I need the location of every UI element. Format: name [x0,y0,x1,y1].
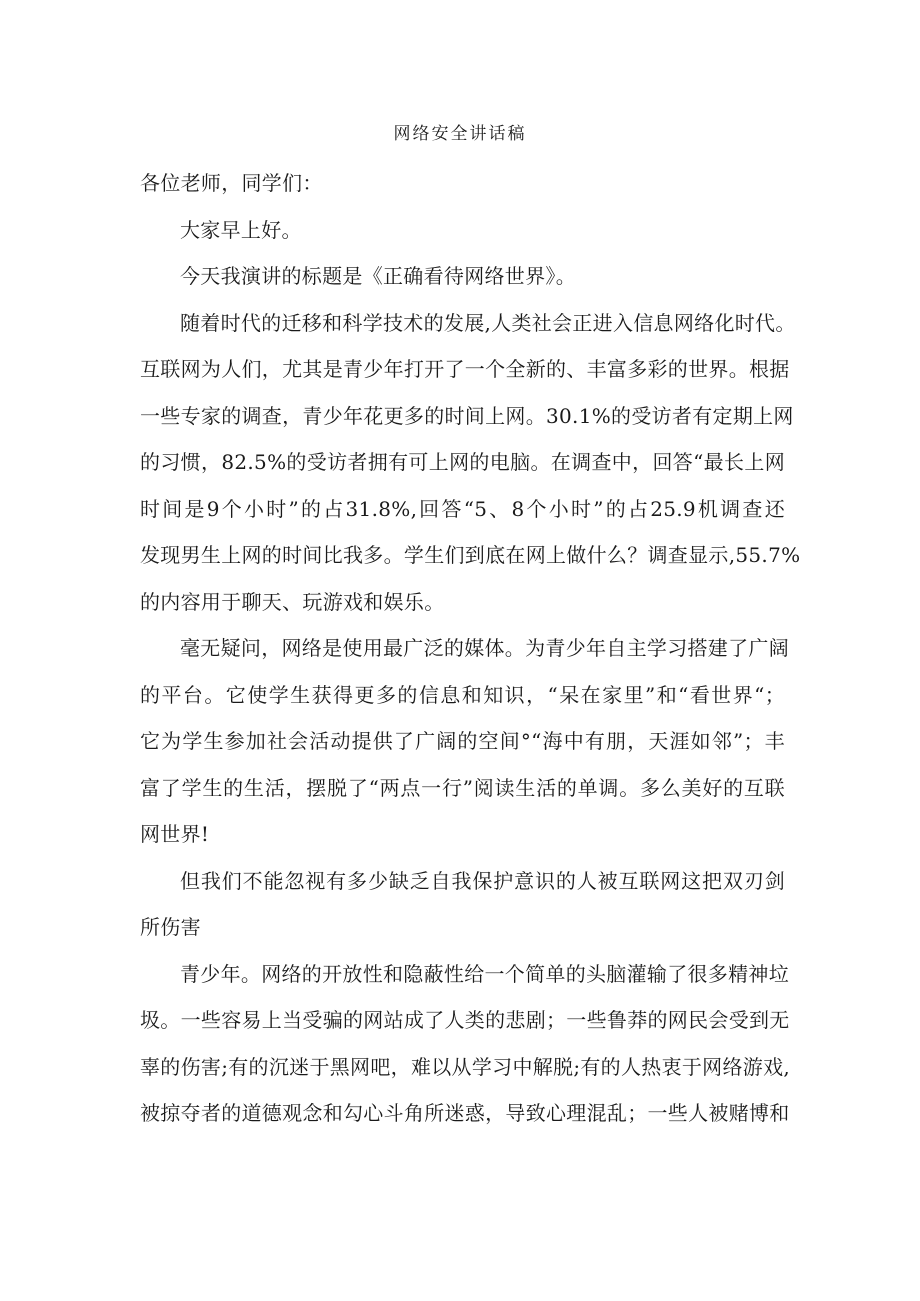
paragraph-line: 的习惯，82.5%的受访者拥有可上网的电脑。在调查中，回答“最长上网 [140,450,785,474]
paragraph-line: 的平台。它使学生获得更多的信息和知识，“呆在家里”和“看世界“； [140,682,785,707]
paragraph-line: 一些专家的调查，青少年花更多的时间上网。30.1%的受访者有定期上网 [140,403,794,428]
paragraph-line: 辜的伤害;有的沉迷于黑网吧，难以从学习中解脱;有的人热衷于网络游戏, [140,1054,791,1079]
paragraph-line: 的内容用于聊天、玩游戏和娱乐。 [140,589,445,614]
topic-line: 今天我演讲的标题是《正确看待网络世界》。 [180,264,576,288]
salutation-line: 各位老师，同学们： [140,171,323,195]
paragraph-line: 青少年。网络的开放性和隐蔽性给一个简单的头脑灌输了很多精神垃 [180,961,789,986]
paragraph-line: 所伤害 [140,915,201,939]
paragraph-line: 网世界! [140,822,210,846]
paragraph-line: 互联网为人们，尤其是青少年打开了一个全新的、丰富多彩的世界。根据 [140,357,790,381]
paragraph-line: 但我们不能忽视有多少缺乏自我保护意识的人被互联网这把双刃剑 [180,868,785,893]
document-body [140,165,801,1142]
paragraph-line: 富了学生的生活，摆脱了“两点一行”阅读生活的单调。多么美好的互联 [140,775,785,800]
paragraph-line: 时间是9个小时”的占31.8%,回答“5、8个小时”的占25.9机调查还 [140,496,785,521]
document-title: 网络安全讲话稿 [393,124,527,144]
paragraph-line: 随着时代的迁移和科学技术的发展,人类社会正进入信息网络化时代。 [180,310,796,335]
paragraph-line: 发现男生上网的时间比我多。学生们到底在网上做什么？调查显示,55.7% [140,543,801,567]
paragraph-line: 圾。一些容易上当受骗的网站成了人类的悲剧；一些鲁莽的网民会受到无 [140,1008,790,1032]
paragraph-line: 毫无疑问，网络是使用最广泛的媒体。为青少年自主学习搭建了广阔 [180,636,789,660]
paragraph-line: 被掠夺者的道德观念和勾心斗角所迷惑，导致心理混乱；一些人被赌博和 [140,1101,790,1125]
paragraph-line: 它为学生参加社会活动提供了广阔的空间°“海中有朋，天涯如邻”；丰 [140,729,785,753]
greeting-line: 大家早上好。 [180,217,302,242]
